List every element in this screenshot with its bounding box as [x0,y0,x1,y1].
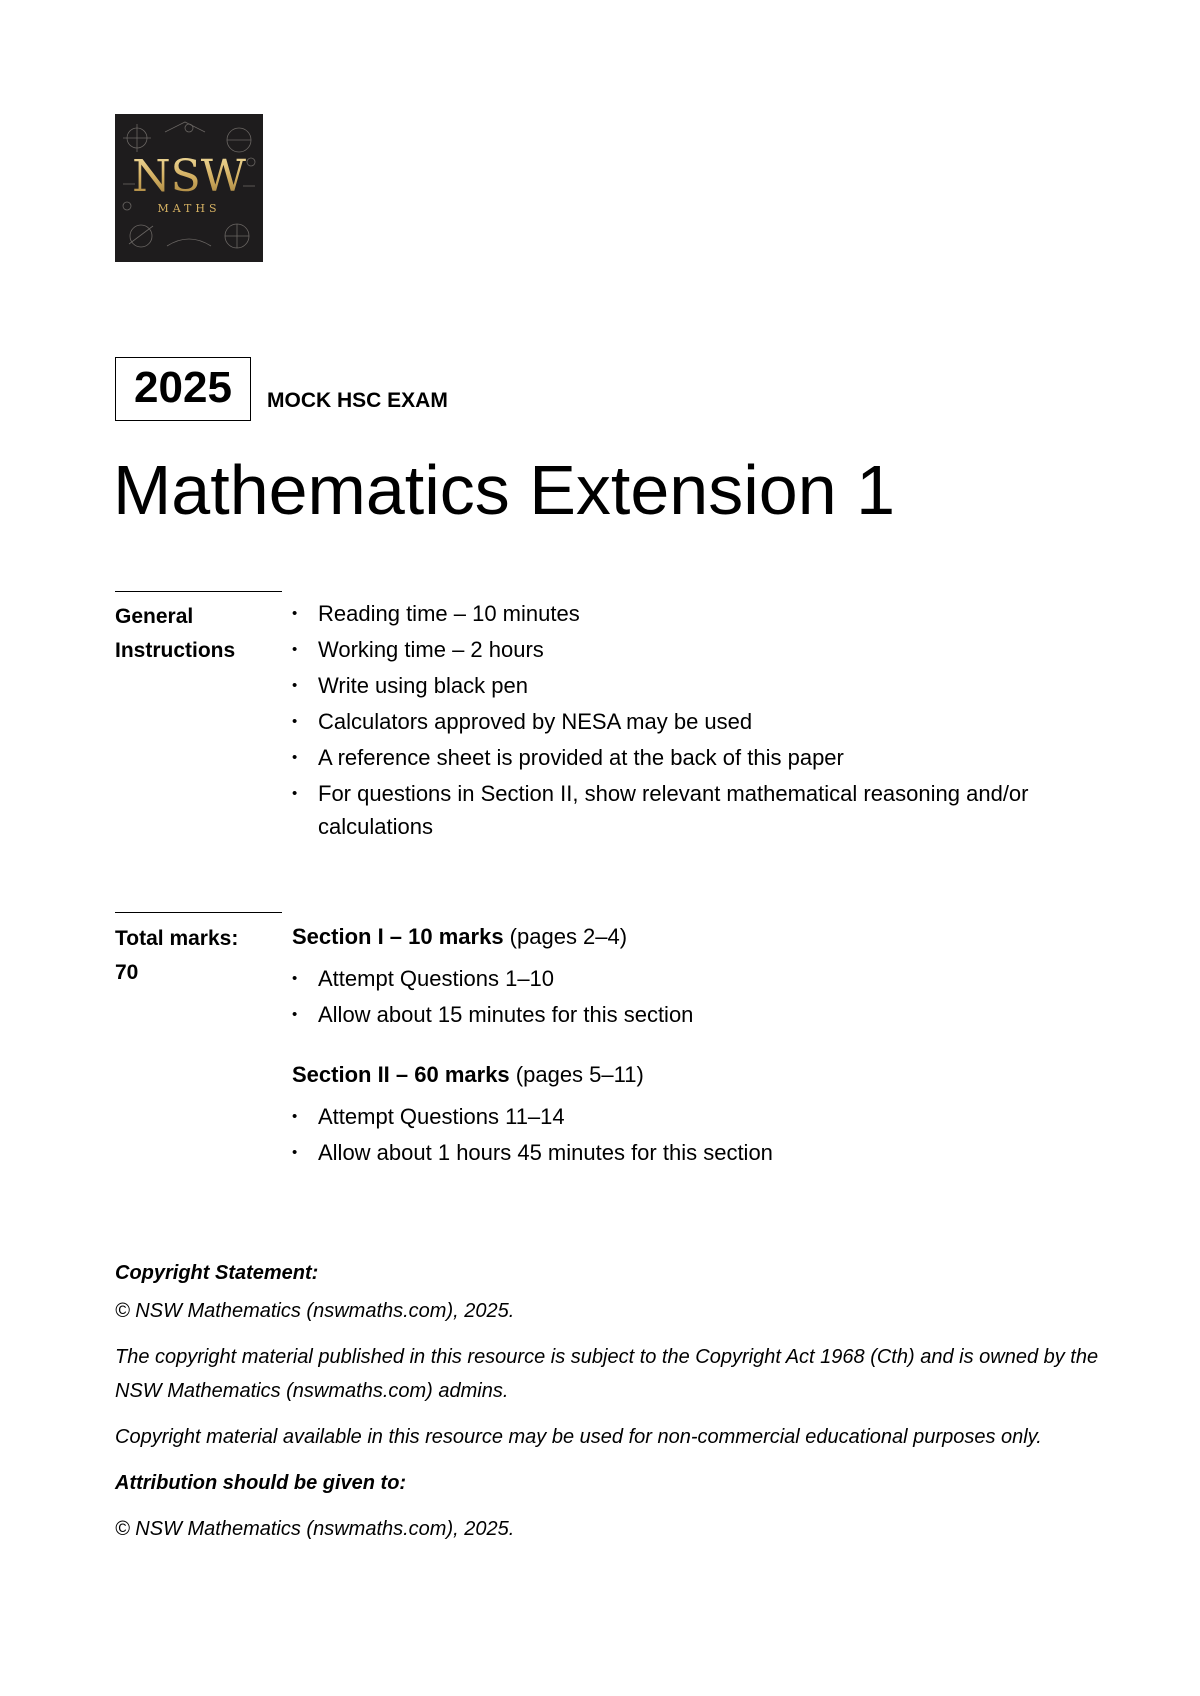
total-marks-divider [115,912,282,913]
section-1-list [292,962,1092,1034]
section-2-pages: (pages 5–11) [509,1062,644,1087]
general-instructions-label [115,600,235,668]
instructions-divider [115,591,282,592]
attribution-heading: Attribution should be given to: [115,1472,407,1494]
subject-title: Mathematics Extension 1 [113,451,896,529]
section-1-item: • Allow about 15 minutes for this section [292,998,1092,1031]
instruction-item: • Reading time – 10 minutes [292,597,1092,630]
copyright-paragraph-1: The copyright material published in this resource is subject to the Copyright Act 1968 (Cth) and is owned by the NSW Mathematics (nswmaths.com) admins. [115,1346,1099,1402]
logo-subtext: MATHS [157,202,221,215]
logo-graphic [115,114,263,262]
section-1-title: Section I – 10 marks [292,924,504,949]
instruction-item: • A reference sheet is provided at the back of this paper [292,741,1092,774]
instruction-item: • Calculators approved by NESA may be used [292,705,1092,738]
section-2-item: • Allow about 1 hours 45 minutes for this section [292,1136,1092,1169]
copyright-paragraph-2: Copyright material available in this resource may be used for non-commercial educational purposes only. [115,1426,1042,1448]
nsw-maths-logo [115,114,263,262]
section-2-title: Section II – 60 marks [292,1062,510,1087]
instruction-item: • Working time – 2 hours [292,633,1092,666]
instruction-item: • Write using black pen [292,669,1092,702]
general-instructions-label-line2: Instructions [115,639,236,662]
exam-year: 2025 [115,357,251,421]
section-1-heading [292,920,627,954]
section-2-item: • Attempt Questions 11–14 [292,1100,1092,1133]
section-2-list [292,1100,1092,1172]
section-2-heading [292,1058,644,1092]
total-marks-value: 70 [115,961,139,984]
section-1-pages: (pages 2–4) [503,924,628,949]
copyright-statement [115,1256,1105,1558]
instruction-item: • For questions in Section II, show relevant mathematical reasoning and/or calculations [292,777,1092,843]
logo-wordmark: NSW [132,151,246,202]
total-marks-label [115,922,238,990]
general-instructions-list [292,597,1092,846]
general-instructions-label-line1: General [115,605,194,628]
copyright-line: © NSW Mathematics (nswmaths.com), 2025. [115,1300,515,1322]
section-1-item: • Attempt Questions 1–10 [292,962,1092,995]
total-marks-label-text: Total marks: [115,927,239,950]
copyright-heading: Copyright Statement: [115,1262,319,1284]
attribution-text: © NSW Mathematics (nswmaths.com), 2025. [115,1518,515,1540]
exam-type-label: MOCK HSC EXAM [267,389,448,412]
